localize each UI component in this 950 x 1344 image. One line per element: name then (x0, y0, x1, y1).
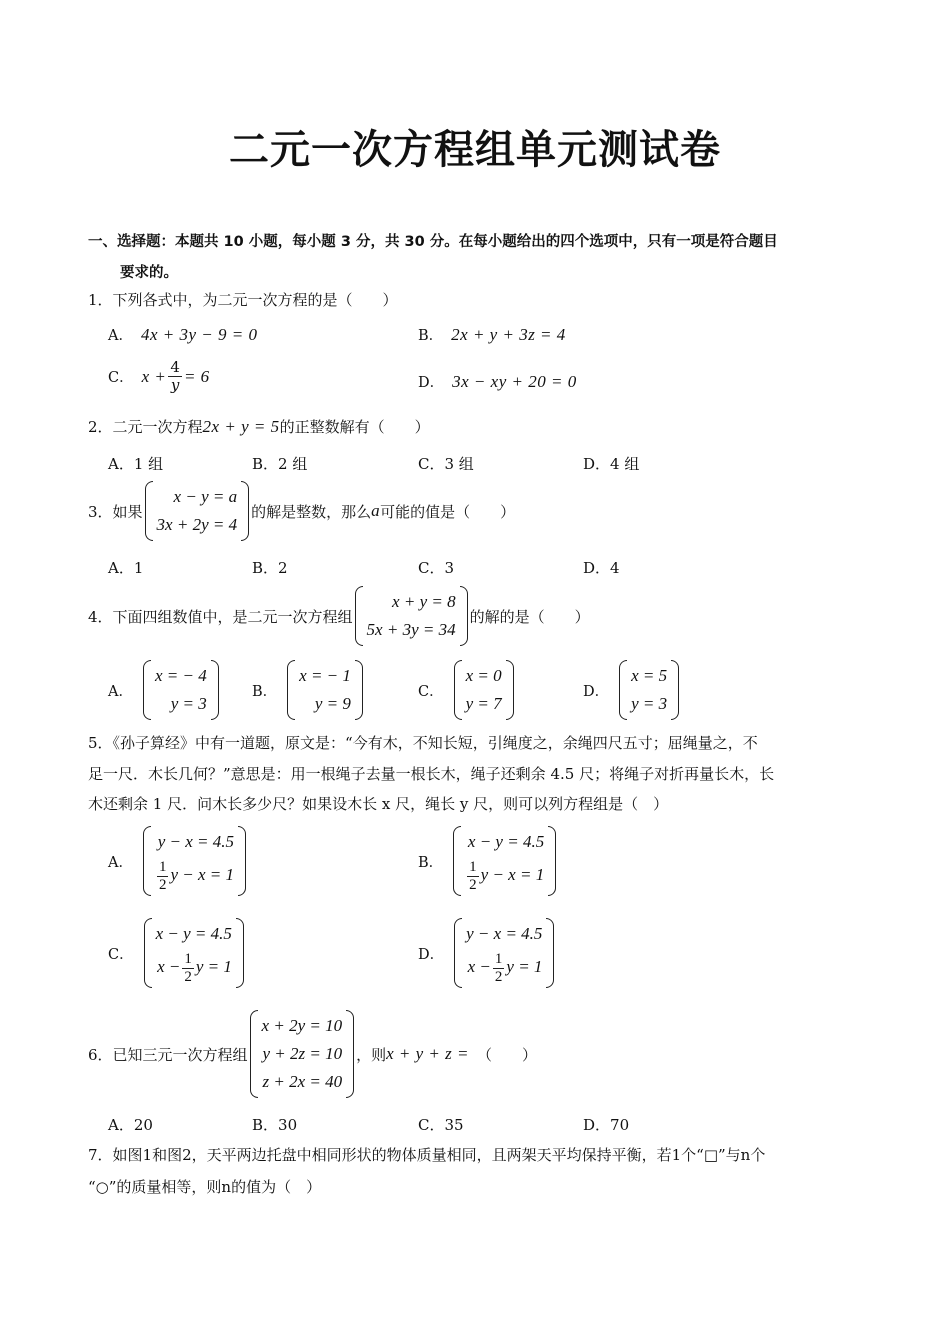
q4-option-d (583, 660, 681, 720)
q5-option-c (108, 918, 246, 988)
q3-option-c: C．3 (418, 559, 455, 577)
q4-d-eq2: y = 3 (631, 694, 668, 713)
q7-line1: 7．如图1和图2，天平两边托盘中相同形状的物体质量相同，且两架天平均保持平衡，若1个“□”与n个 (88, 1146, 766, 1164)
q1-b-label: B． (418, 328, 444, 344)
left-brace (143, 826, 151, 896)
half-num: 1 (494, 950, 503, 967)
q5-b-eq1: x − y = 4.5 (467, 832, 545, 851)
q4-option-c (418, 660, 516, 720)
q5-d-eq2-rest: y = 1 (506, 957, 543, 976)
q5-d-eq2-pre: x − (467, 957, 491, 976)
left-brace (355, 586, 363, 646)
q2-post: 的正整数解有（ ） (279, 418, 430, 436)
q3-eq2: 3x + 2y = 4 (156, 515, 238, 534)
q3-option-d: D．4 (583, 559, 620, 577)
q4-c-eq1: x = 0 (465, 666, 502, 685)
right-brace (548, 826, 556, 896)
q4-d-system (619, 660, 679, 720)
q4-pre: 4．下面四组数值中，是二元一次方程组 (88, 607, 353, 626)
q4-option-a (108, 660, 221, 720)
q4-b-eq2: y = 9 (314, 694, 351, 713)
q5-option-b (418, 826, 558, 896)
q4-post: 的解的是（ ） (469, 607, 590, 626)
q1-c-label: C． (108, 370, 134, 386)
q1-stem: 1．下列各式中，为二元一次方程的是（ ） (88, 291, 398, 309)
q3-stem (88, 481, 515, 541)
q2-option-a: A．1 组 (108, 455, 164, 473)
q5-b-eq2 (465, 856, 544, 894)
q2-option-c: C．3 组 (418, 455, 474, 473)
q1-c-num: 4 (170, 358, 180, 376)
q5-d-eq2 (466, 948, 542, 986)
q3-eq1: x − y = a (173, 487, 238, 506)
q6-post: （ ） (476, 1045, 537, 1064)
section-heading: 一、选择题：本题共 10 小题，每小题 3 分，共 30 分。在每小题给出的四个选项中，只有一项是符合题目 (88, 234, 778, 250)
q3-post: 可能的值是（ ） (380, 502, 516, 521)
q6-system (250, 1010, 355, 1098)
half-den: 2 (469, 876, 477, 893)
q6-option-a: A．20 (108, 1116, 153, 1134)
q5-c-label: C． (108, 946, 134, 963)
left-brace (454, 918, 462, 988)
q5-c-eq2 (156, 948, 232, 986)
q6-eq1: x + 2y = 10 (261, 1016, 343, 1035)
q1-c-den: y (170, 376, 180, 394)
q2-pre: 2．二元一次方程 (88, 418, 203, 436)
left-brace (454, 660, 462, 720)
q4-b-label: B． (252, 683, 278, 700)
q4-eq1: x + y = 8 (392, 592, 456, 611)
left-brace (619, 660, 627, 720)
q4-a-eq2: y = 3 (170, 694, 207, 713)
q4-c-eq2: y = 7 (465, 694, 502, 713)
q3-mid: 的解是整数，那么 (251, 502, 372, 521)
q1-option-b (418, 324, 566, 345)
left-brace (453, 826, 461, 896)
right-brace (238, 826, 246, 896)
right-brace (355, 660, 363, 720)
q5-a-system (143, 826, 246, 896)
half-num: 1 (184, 950, 192, 967)
section-heading-cont: 要求的。 (120, 265, 178, 281)
left-brace (250, 1010, 258, 1098)
q7-line2: “○”的质量相等，则n的值为（ ） (88, 1178, 322, 1196)
q2-option-b: B．2 组 (252, 455, 308, 473)
left-brace (143, 660, 151, 720)
right-brace (546, 918, 554, 988)
q1-a-label: A． (108, 328, 133, 344)
q6-eq3: z + 2x = 40 (262, 1072, 343, 1091)
q5-d-eq1: y − x = 4.5 (466, 924, 543, 943)
q6-eq2: y + 2z = 10 (262, 1044, 343, 1063)
q5-c-eq2-pre: x − (157, 957, 181, 976)
q4-stem (88, 586, 590, 646)
q5-d-label: D． (418, 946, 445, 963)
q5-d-system (454, 918, 554, 988)
q1-option-a (108, 324, 258, 345)
right-brace (241, 481, 249, 541)
q5-b-system (453, 826, 556, 896)
q1-d-label: D． (418, 375, 445, 391)
q4-option-b (252, 660, 365, 720)
q4-eq2: 5x + 3y = 34 (366, 620, 456, 639)
q5-line3: 木还剩余 1 尺．问木长多少尺？如果设木长 x 尺，绳长 y 尺，则可以列方程组是（ ） (88, 795, 669, 813)
left-brace (145, 481, 153, 541)
q1-c-post: = 6 (183, 366, 210, 386)
q5-a-eq2-rest: y − x = 1 (170, 865, 235, 884)
q6-mid: ，则 (356, 1045, 387, 1064)
q6-option-c: C．35 (418, 1116, 464, 1134)
q4-b-eq1: x = − 1 (299, 666, 351, 685)
q4-a-system (143, 660, 219, 720)
q1-c-fraction (168, 359, 182, 394)
q4-d-label: D． (583, 683, 610, 700)
q6-pre: 6．已知三元一次方程组 (88, 1045, 248, 1064)
q3-option-a: A．1 (108, 559, 144, 577)
q1-b-expr: 2x + y + 3z = 4 (451, 324, 566, 344)
q1-option-c (108, 359, 210, 394)
q5-b-eq2-rest: y − x = 1 (480, 865, 545, 884)
q1-c-pre: x + (141, 366, 167, 386)
q5-option-a (108, 826, 248, 896)
right-brace (346, 1010, 354, 1098)
q4-d-eq1: x = 5 (631, 666, 668, 685)
q1-option-d (418, 371, 577, 392)
q2-stem (88, 416, 430, 437)
page-title: 二元一次方程组单元测试卷 (229, 127, 721, 173)
q5-a-eq2 (155, 856, 234, 894)
q3-pre: 3．如果 (88, 502, 143, 521)
q5-a-eq1: y − x = 4.5 (157, 832, 235, 851)
q2-option-d: D．4 组 (583, 455, 640, 473)
left-brace (144, 918, 152, 988)
q5-option-d (418, 918, 556, 988)
q4-b-system (287, 660, 363, 720)
left-brace (287, 660, 295, 720)
half-num: 1 (158, 858, 167, 875)
q4-system (355, 586, 468, 646)
right-brace (236, 918, 244, 988)
q3-var: a (371, 501, 381, 520)
half-den: 2 (184, 968, 192, 985)
q2-expr: 2x + y = 5 (202, 416, 280, 436)
q5-c-system (144, 918, 244, 988)
q6-stem (88, 1010, 537, 1098)
half-num: 1 (469, 858, 477, 875)
q5-c-eq1: x − y = 4.5 (155, 924, 232, 943)
q5-line2: 足一尺．木长几何？”意思是：用一根绳子去量一根长木，绳子还剩余 4.5 尺；将绳子对折再量长木，长 (88, 765, 775, 783)
q3-option-b: B．2 (252, 559, 288, 577)
q4-c-system (454, 660, 514, 720)
q4-a-label: A． (108, 683, 133, 700)
q6-option-d: D．70 (583, 1116, 630, 1134)
q5-a-label: A． (108, 854, 133, 871)
q6-option-b: B．30 (252, 1116, 298, 1134)
half-den: 2 (158, 876, 167, 893)
half-den: 2 (494, 968, 503, 985)
q4-a-eq1: x = − 4 (154, 666, 207, 685)
q3-system (145, 481, 250, 541)
right-brace (460, 586, 468, 646)
right-brace (211, 660, 219, 720)
q5-b-label: B． (418, 854, 444, 871)
q6-expr: x + y + z = (386, 1044, 469, 1063)
q1-a-expr: 4x + 3y − 9 = 0 (140, 324, 258, 344)
right-brace (506, 660, 514, 720)
q1-d-expr: 3x − xy + 20 = 0 (452, 371, 577, 391)
q4-c-label: C． (418, 683, 444, 700)
right-brace (671, 660, 679, 720)
q5-line1: 5．《孙子算经》中有一道题，原文是：“今有木，不知长短，引绳度之，余绳四尺五寸；屈绳量之，不 (88, 734, 758, 752)
q5-c-eq2-rest: y = 1 (195, 957, 232, 976)
